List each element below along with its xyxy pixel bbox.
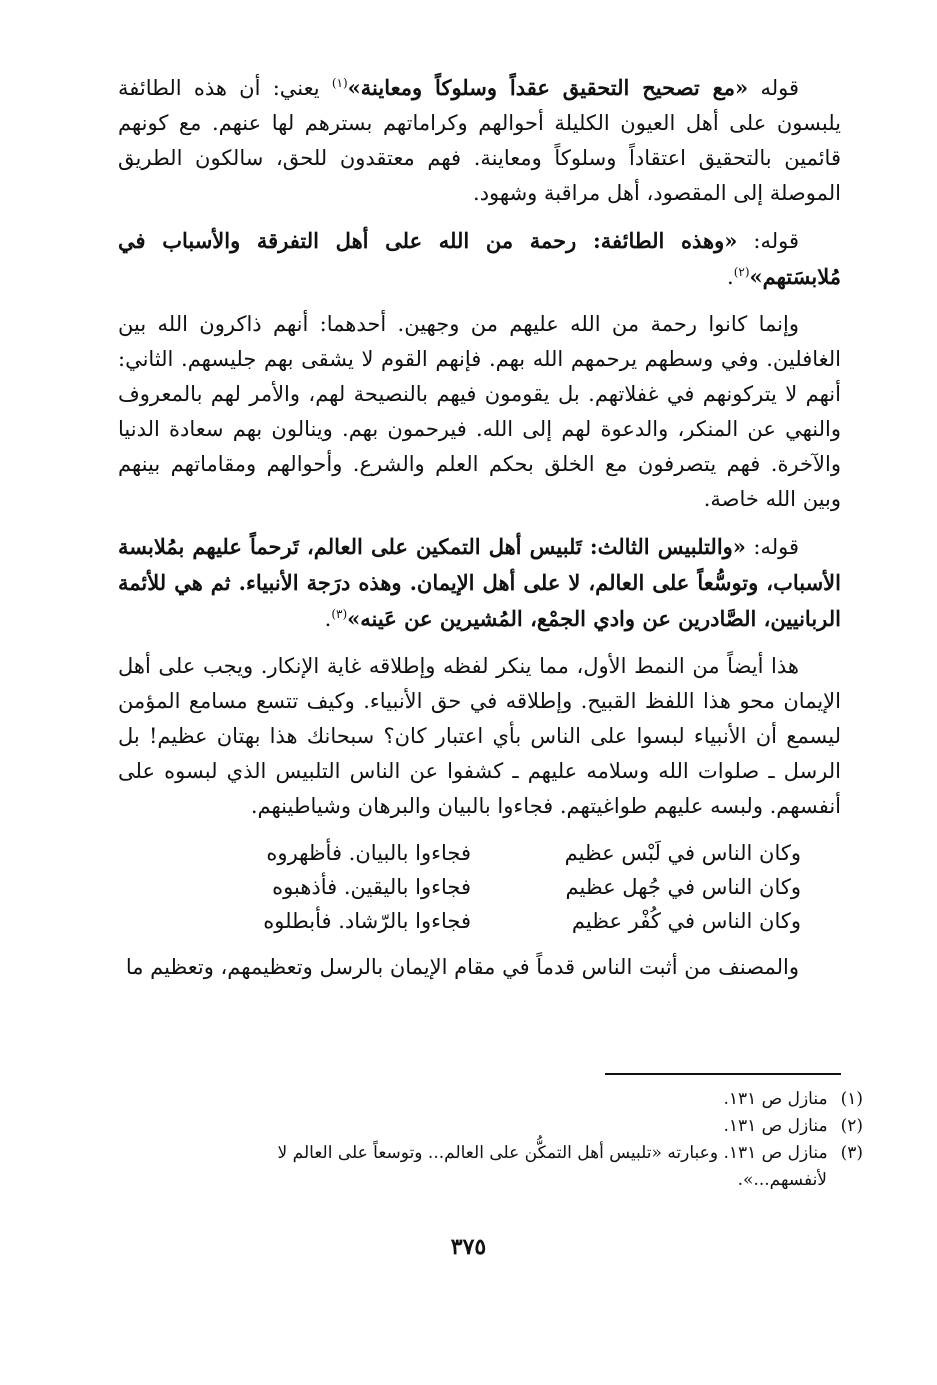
footnote-ref: (٣) (331, 607, 348, 621)
verse-line (118, 836, 801, 870)
footnote-number: (١) (840, 1089, 863, 1109)
footnote-ref: (١) (331, 76, 348, 90)
commentary-text: . (727, 265, 734, 289)
commentary-text: والمصنف من أثبت الناس قدماً في مقام الإيمان بالرسل وتعظيمهم، وتعظيم ما (125, 955, 799, 979)
verse-second-hemistich: فجاءوا بالبيان. فأظهروه (266, 841, 471, 865)
lemma-label: قوله (760, 76, 799, 100)
footnote-text: منازل ص ١٣١. (723, 1089, 828, 1109)
quoted-text: «مع تصحيح التحقيق عقداً وسلوكاً ومعاينة» (347, 75, 749, 100)
footnote-text: منازل ص ١٣١. وعبارته «تلبيس أهل التمكُّن على العالم... وتوسعاً على العالم لا (277, 1143, 828, 1163)
paragraph-6 (118, 950, 841, 985)
paragraph-1 (118, 70, 841, 211)
footnote-continuation: لأنفسهم...». (737, 1170, 827, 1190)
paragraph-4 (118, 529, 841, 637)
paragraph-3 (118, 307, 841, 517)
footnote-separator (605, 1073, 841, 1075)
footnote-ref: (٢) (733, 265, 750, 279)
footnote-item (118, 1113, 863, 1140)
verse-second-hemistich: فجاءوا بالرّشاد. فأبطلوه (263, 909, 471, 933)
verse-first-hemistich: وكان الناس في جُهل عظيم (565, 875, 801, 899)
footnote-text: منازل ص ١٣١. (723, 1116, 828, 1136)
footnotes (118, 1086, 863, 1194)
page-body (118, 70, 841, 997)
commentary-text: وإنما كانوا رحمة من الله عليهم من وجهين. أحدهما: أنهم ذاكرون الله بين الغافلين. وفي وسطهم يرحمهم الله بهم. فإنهم القوم لا يشقى بهم جليسهم. الثاني: أنهم لا يتركونهم في غفلاتهم. بل يقومون فيهم بالنصيحة لهم، والأمر لهم بالمعروف والنهي عن المنكر، والدعوة لهم إلى الله. فيرحمون بهم. وينالون بهم سعادة الدنيا والآخرة. فهم يتصرفون مع الخلق بحكم العلم والشرع. وأحوالهم ومقاماتهم بينهم وبين الله خاصة. (118, 312, 841, 511)
quoted-text: «والتلبيس الثالث: تَلبيس أهل التمكين على العالم، تَرحماً عليهم بمُلابسة الأسباب، وتوسُّعاً على العالم، لا على أهل الإيمان. وهذه درَجة الأنبياء. ثم هي للأئمة الربانيين، الصَّادرين عن وادي الجمْع، المُشيرين عن عَينه» (118, 534, 841, 631)
verse-line (118, 870, 801, 904)
quoted-text: «وهذه الطائفة: رحمة من الله على أهل التفرقة والأسباب في مُلابسَتهم» (118, 228, 841, 289)
paragraph-5 (118, 649, 841, 824)
footnote-item (118, 1140, 863, 1167)
lemma-label: قوله: (753, 229, 799, 253)
footnote-item (118, 1086, 863, 1113)
footnote-number: (٣) (840, 1143, 863, 1163)
poem-verses (118, 836, 841, 938)
footnote-number: (٢) (840, 1116, 863, 1136)
verse-second-hemistich: فجاءوا باليقين. فأذهبوه (272, 875, 471, 899)
commentary-text: هذا أيضاً من النمط الأول، مما ينكر لفظه وإطلاقه غاية الإنكار. ويجب على أهل الإيمان محو هذا اللفظ القبيح. وإطلاقه في حق الأنبياء. وكيف تتسع مسامع المؤمن ليسمع أن الأنبياء لبسوا على الناس بأي اعتبار كان؟ سبحانك هذا بهتان عظيم! بل الرسل ـ صلوات الله وسلامه عليهم ـ كشفوا عن الناس التلبيس الذي لبسوه على أنفسهم. ولبسه عليهم طواغيتهم. فجاءوا بالبيان والبرهان وشياطينهم. (118, 654, 841, 818)
lemma-label: قوله: (753, 535, 799, 559)
verse-first-hemistich: وكان الناس في كُفْر عظيم (571, 909, 801, 933)
verse-line (118, 904, 801, 938)
commentary-text: يعني: أن هذه الطائفة يلبسون على أهل العيون الكليلة أحوالهم وكراماتهم بسترهم لها عنهم. مع كونهم قائمين بالتحقيق اعتقاداً وسلوكاً ومعاينة. فهم معتقدون للحق، سالكون الطريق الموصلة إلى المقصود، أهل مراقبة وشهود. (118, 76, 841, 205)
commentary-text: . (324, 607, 332, 631)
paragraph-2 (118, 223, 841, 295)
verse-first-hemistich: وكان الناس في لَبْس عظيم (564, 841, 801, 865)
page-number: ٣٧٥ (450, 1234, 487, 1260)
